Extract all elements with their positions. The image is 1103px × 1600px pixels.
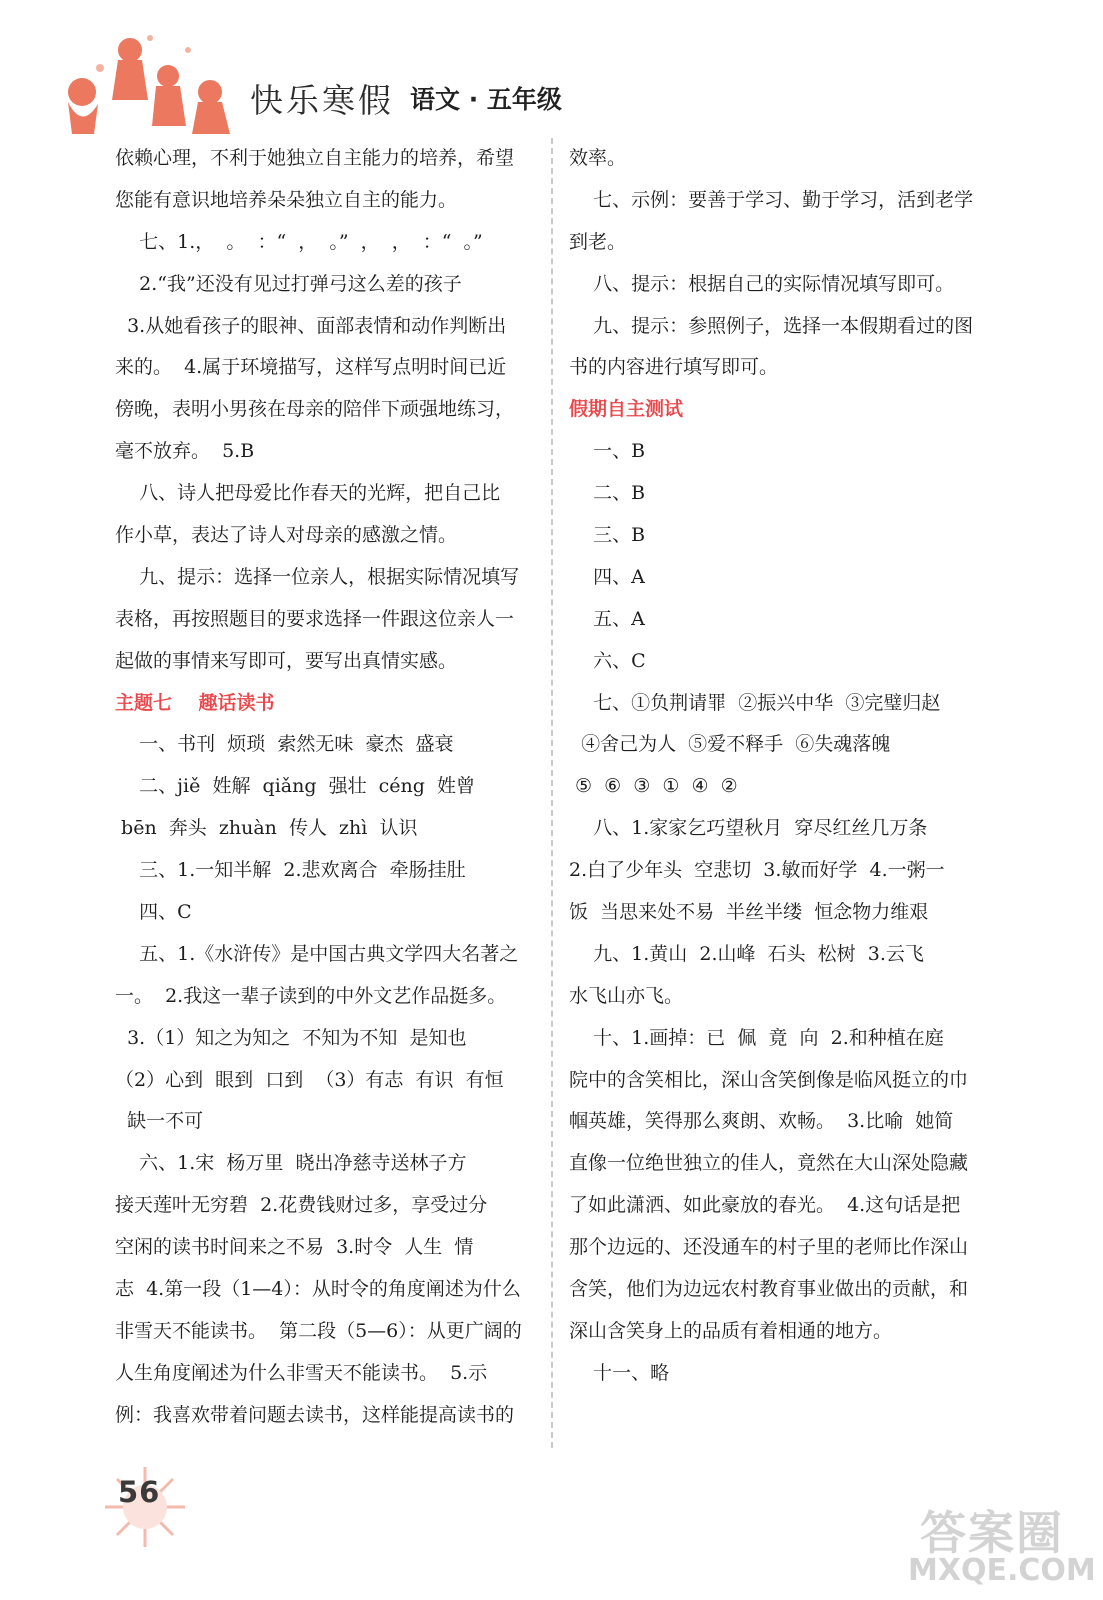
answer-line: 效率。 [569,147,627,169]
answer-line: 空闲的读书时间来之不易 3.时令 人生 情 [115,1236,474,1259]
answer-line: bēn 奔头 zhuàn 传人 zhì 认识 [115,817,418,840]
answer-line: 八、诗人把母爱比作春天的光辉，把自己比 [115,482,501,505]
answer-line: 帼英雄，笑得那么爽朗、欢畅。 3.比喻 她简 [569,1110,954,1133]
answer-line: 依赖心理，不利于她独立自主能力的培养，希望 [115,147,515,169]
answer-line: 六、C [569,649,646,672]
watermark-url: MXQE.COM [908,1553,1096,1588]
answer-line: 起做的事情来写即可，要写出真情实感。 [115,649,458,672]
answer-line: 二、B [569,482,646,505]
answer-line: 七、1.， 。 ：“ ， 。” ， ， ：“ 。” [115,230,483,253]
section-heading: 假期自主测试 [569,398,684,421]
right-answer-column [569,138,987,1395]
answer-line: 到老。 [569,230,627,253]
answer-line: 九、提示：参照例子，选择一本假期看过的图 [569,314,974,337]
answer-line: 八、1.家家乞巧望秋月 穿尽红丝几万条 [569,817,928,840]
answer-line: 一、书刊 烦琐 索然无味 豪杰 盛衰 [115,733,454,756]
answer-line: 二、jiě 姓解 qiǎng 强壮 céng 姓曾 [115,775,476,798]
answer-line: 傍晚，表明小男孩在母亲的陪伴下顽强地练习， [115,398,515,421]
answer-line: ④舍己为人 ⑤爱不释手 ⑥失魂落魄 [569,733,891,756]
answer-line: 一、B [569,440,646,463]
answer-line: 作小草，表达了诗人对母亲的感激之情。 [115,524,458,547]
answer-line: 志 4.第一段（1—4）：从时令的角度阐述为什么 [115,1278,521,1301]
answer-line: 含笑，他们为边远农村教育事业做出的贡献，和 [569,1278,969,1301]
answer-line: 水飞山亦飞。 [569,984,684,1007]
answer-line: 五、1.《水浒传》是中国古典文学四大名著之 [115,942,519,965]
answer-line: 书的内容进行填写即可。 [569,356,779,379]
answer-line: 3.从她看孩子的眼神、面部表情和动作判断出 [115,314,507,337]
answer-line: 七、①负荆请罪 ②振兴中华 ③完璧归赵 [569,691,941,714]
children-illustration-icon [60,30,240,140]
answer-line: 三、1.一知半解 2.悲欢离合 牵肠挂肚 [115,859,466,882]
answer-line: 3.（1）知之为知之 不知为不知 是知也 [115,1026,467,1049]
answer-line: 四、C [115,901,192,924]
answer-line: 八、提示：根据自己的实际情况填写即可。 [569,272,955,295]
column-divider [551,138,553,1448]
answer-line: 四、A [569,565,645,588]
site-watermark [900,1485,1096,1595]
answer-line: 十一、略 [569,1361,670,1384]
section-heading: 主题七 趣话读书 [115,691,275,714]
answer-line: 三、B [569,524,646,547]
answer-line: 五、A [569,607,645,630]
page-number: 56 [118,1475,161,1509]
answer-line: 毫不放弃。 5.B [115,440,255,463]
answer-line: ⑤ ⑥ ③ ① ④ ② [569,775,738,798]
subject-grade-label: 语文 · 五年级 [410,85,562,114]
answer-line: 七、示例：要善于学习、勤于学习，活到老学 [569,188,974,211]
answer-line: 接天莲叶无穷碧 2.花费钱财过多，享受过分 [115,1194,488,1217]
answer-line: 2.白了少年头 空悲切 3.敏而好学 4.一粥一 [569,859,945,882]
answer-line: 例：我喜欢带着问题去读书，这样能提高读书的 [115,1403,515,1426]
answer-line: 您能有意识地培养朵朵独立自主的能力。 [115,188,458,211]
answer-line: 人生角度阐述为什么非雪天不能读书。 5.示 [115,1361,488,1384]
answer-line: （2）心到 眼到 口到 （3）有志 有识 有恒 [115,1068,504,1091]
watermark-logo-text: 答案圈 [920,1506,1064,1560]
left-answer-column [115,138,533,1437]
book-series-title: 快乐寒假 [250,81,394,120]
answer-line: 那个边远的、还没通车的村子里的老师比作深山 [569,1236,969,1259]
answer-line: 非雪天不能读书。 第二段（5—6）：从更广阔的 [115,1319,522,1342]
answer-line: 了如此潇洒、如此豪放的春光。 4.这句话是把 [569,1194,961,1217]
answer-line: 十、1.画掉：已 佩 竟 向 2.和种植在庭 [569,1026,944,1049]
answer-line: 院中的含笑相比，深山含笑倒像是临风挺立的巾 [569,1068,969,1091]
answer-line: 来的。 4.属于环境描写，这样写点明时间已近 [115,356,507,379]
answer-line: 缺一不可 [115,1110,204,1133]
answer-line: 九、提示：选择一位亲人，根据实际情况填写 [115,565,520,588]
answer-line: 六、1.宋 杨万里 晓出净慈寺送林子方 [115,1152,467,1175]
answer-line: 表格，再按照题目的要求选择一件跟这位亲人一 [115,607,515,630]
page-header [60,30,660,140]
answer-line: 一。 2.我这一辈子读到的中外文艺作品挺多。 [115,984,507,1007]
answer-line: 深山含笑身上的品质有着相通的地方。 [569,1319,893,1342]
answer-line: 直像一位绝世独立的佳人，竟然在大山深处隐藏 [569,1152,969,1175]
answer-line: 九、1.黄山 2.山峰 石头 松树 3.云飞 [569,942,924,965]
answer-line: 饭 当思来处不易 半丝半缕 恒念物力维艰 [569,901,929,924]
answer-line: 2.“我”还没有见过打弹弓这么差的孩子 [115,272,462,295]
